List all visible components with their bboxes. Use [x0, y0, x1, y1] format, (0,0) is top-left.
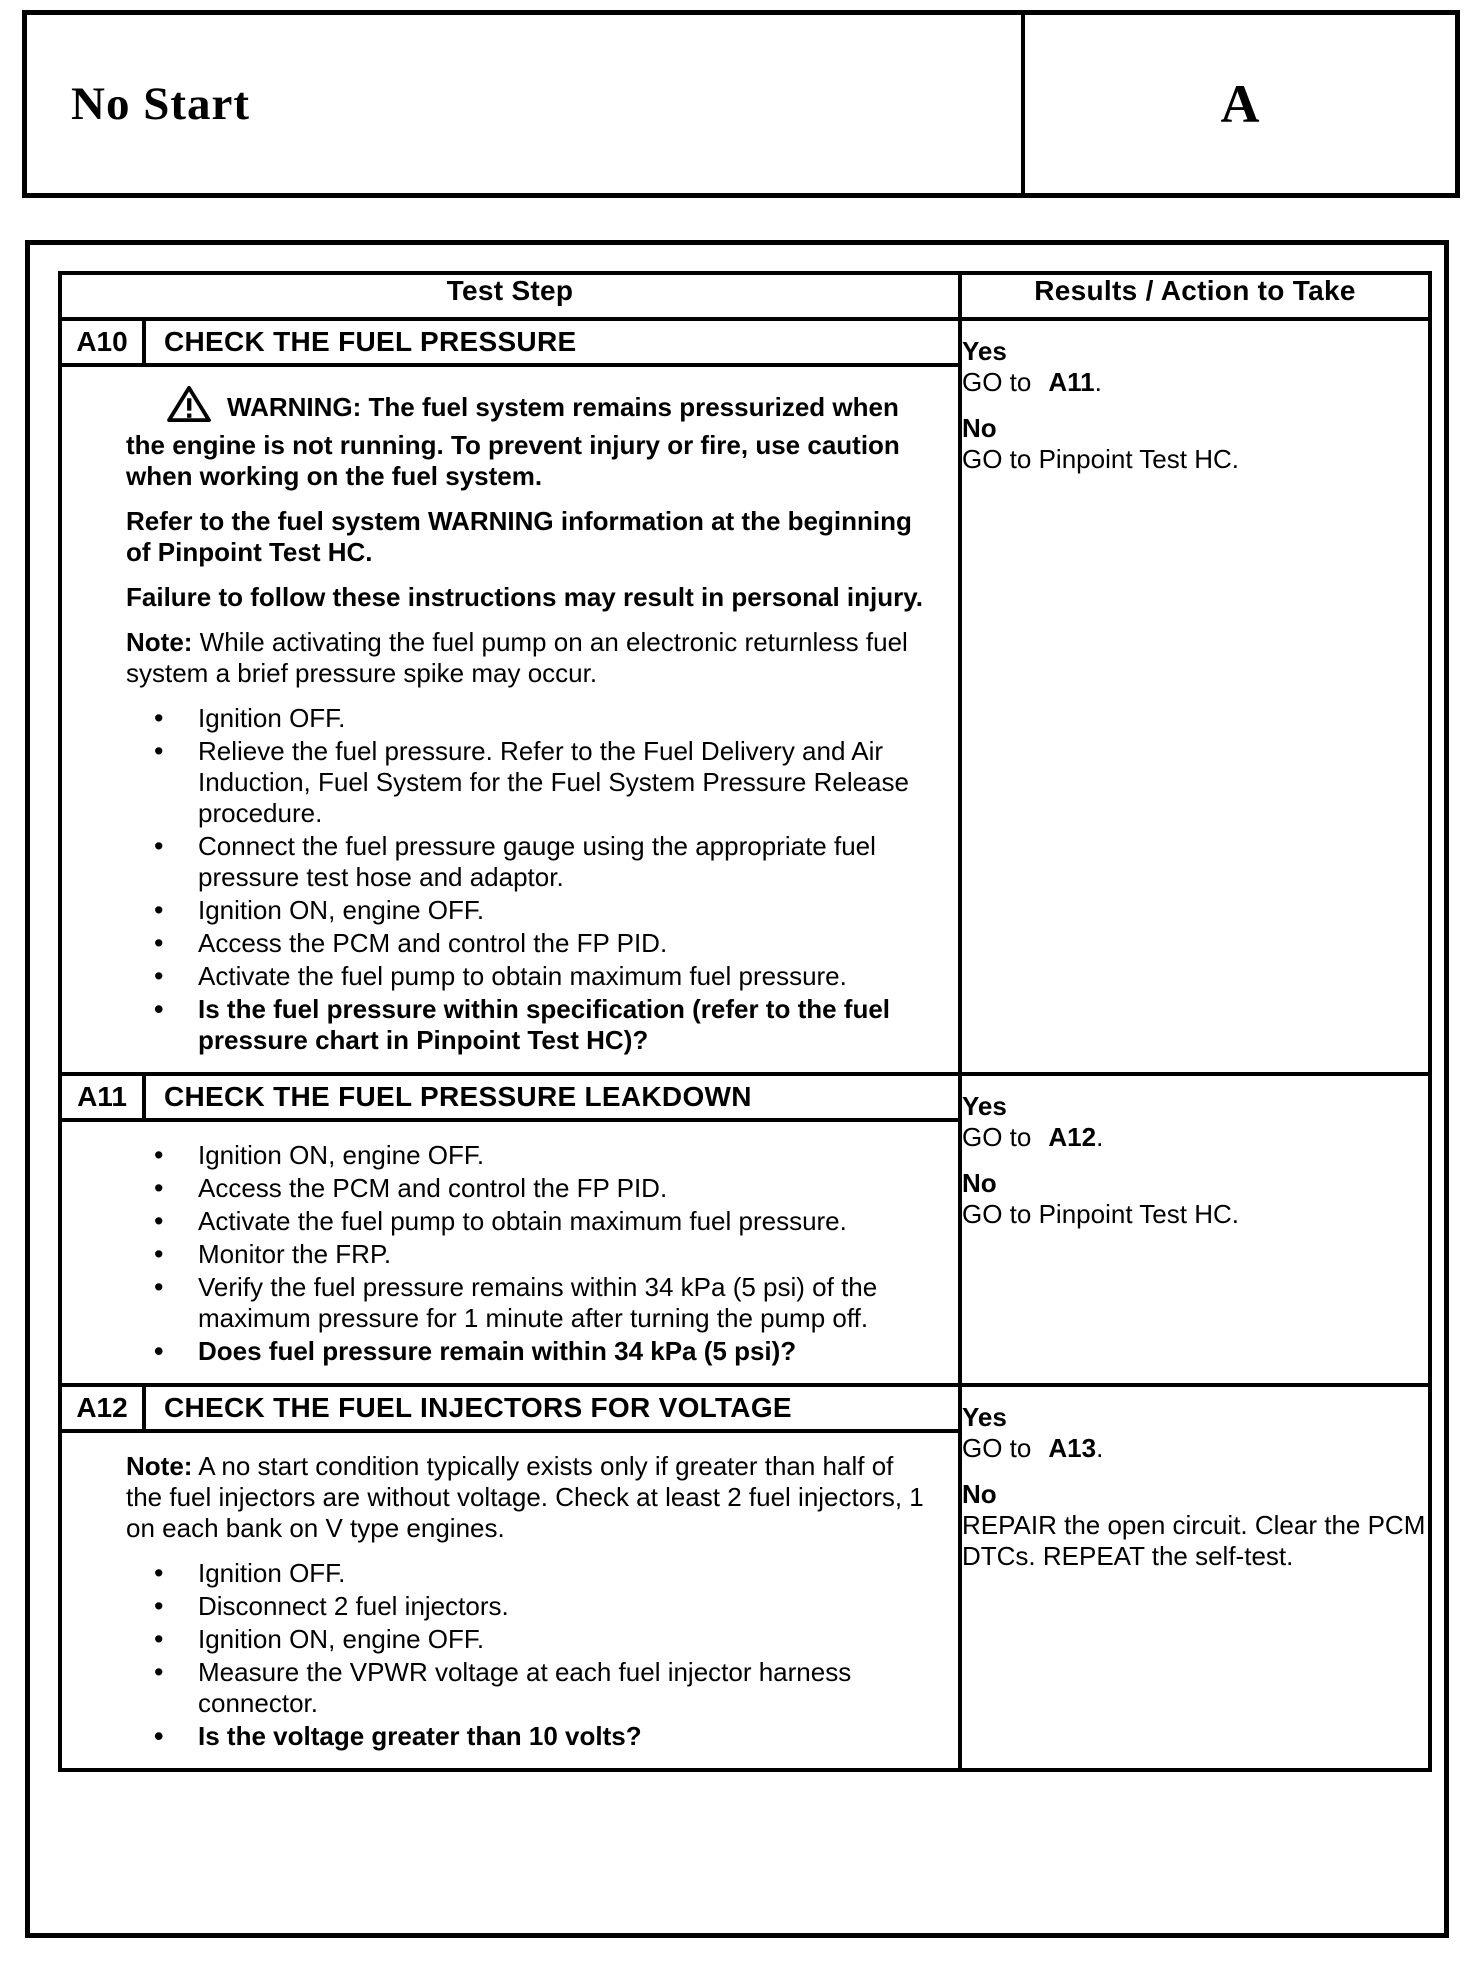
result-action: GO to Pinpoint Test HC.	[962, 1199, 1239, 1229]
procedure-item: • Connect the fuel pressure gauge using the appropriate fuel pressure test hose and adaptor.	[126, 831, 924, 893]
result-action: GO to A11.	[962, 367, 1102, 397]
pinpoint-test-table	[58, 271, 1432, 1772]
instruction-paragraph: Failure to follow these instructions may result in personal injury.	[126, 582, 923, 612]
result-answer: No	[962, 1168, 997, 1198]
goto-step-ref: A12	[1048, 1122, 1097, 1152]
results-cell-a10	[960, 319, 1430, 1074]
step-id-a10: A10	[62, 321, 146, 363]
procedure-item: • Ignition OFF.	[126, 1558, 924, 1589]
results-cell-a11	[960, 1074, 1430, 1385]
test-step-cell-a12	[60, 1385, 960, 1770]
step-titlebar-a10	[62, 321, 958, 367]
procedure-item: • Ignition OFF.	[126, 703, 924, 734]
test-step-row-a12	[60, 1385, 1430, 1770]
question-item: • Is the fuel pressure within specification (refer to the fuel pressure chart in Pinpoint Test HC)?	[126, 994, 924, 1056]
warning-text: WARNING: The fuel system remains pressurized when the engine is not running. To prevent injury or fire, use caution when working on the fuel system.	[126, 392, 900, 491]
result-no	[962, 1168, 1428, 1230]
procedure-list-a10	[126, 703, 924, 1056]
step-titlebar-a11	[62, 1076, 958, 1122]
note-label: Note:	[126, 1451, 193, 1481]
step-titlebar-a12	[62, 1387, 958, 1433]
procedure-item: • Ignition ON, engine OFF.	[126, 1624, 924, 1655]
result-yes	[962, 336, 1428, 398]
procedure-item: • Disconnect 2 fuel injectors.	[126, 1591, 924, 1622]
note-text: While activating the fuel pump on an electronic returnless fuel system a brief pressure spike may occur.	[126, 627, 908, 688]
result-no	[962, 413, 1428, 475]
step-title-a10: CHECK THE FUEL PRESSURE	[164, 326, 577, 357]
result-answer: No	[962, 413, 997, 443]
procedure-item: • Relieve the fuel pressure. Refer to the Fuel Delivery and Air Induction, Fuel System for the Fuel System Pressure Release procedure.	[126, 736, 924, 829]
result-yes	[962, 1091, 1428, 1153]
section-letter: A	[1220, 74, 1260, 134]
procedure-item: • Ignition ON, engine OFF.	[126, 1140, 924, 1171]
goto-step-ref: A11	[1048, 367, 1095, 397]
column-header-results: Results / Action to Take	[960, 273, 1430, 319]
page-title: No Start	[71, 78, 250, 130]
procedure-item: • Ignition ON, engine OFF.	[126, 895, 924, 926]
step-body-a11	[62, 1122, 958, 1383]
procedure-item: • Verify the fuel pressure remains within 34 kPa (5 psi) of the maximum pressure for 1 minute after turning the pump off.	[126, 1272, 924, 1334]
result-action: GO to Pinpoint Test HC.	[962, 444, 1239, 474]
step-id-a12: A12	[62, 1387, 146, 1429]
page-frame	[25, 240, 1449, 1938]
step-body-a10	[62, 367, 958, 1072]
result-no	[962, 1479, 1428, 1572]
result-action: GO to A12.	[962, 1122, 1104, 1152]
result-answer: Yes	[962, 1091, 1007, 1121]
procedure-item: • Activate the fuel pump to obtain maximum fuel pressure.	[126, 1206, 924, 1237]
section-code-cell	[1025, 15, 1455, 193]
question-item: • Does fuel pressure remain within 34 kPa (5 psi)?	[126, 1336, 924, 1367]
procedure-item: • Measure the VPWR voltage at each fuel injector harness connector.	[126, 1657, 924, 1719]
test-step-row-a11	[60, 1074, 1430, 1385]
step-title-a12: CHECK THE FUEL INJECTORS FOR VOLTAGE	[164, 1392, 792, 1423]
test-step-cell-a10	[60, 319, 960, 1074]
procedure-item: • Monitor the FRP.	[126, 1239, 924, 1270]
result-yes	[962, 1402, 1428, 1464]
procedure-list-a11	[126, 1140, 924, 1367]
note-paragraph	[126, 1451, 924, 1544]
warning-paragraph	[126, 385, 924, 492]
warning-triangle-icon	[166, 385, 212, 430]
instruction-paragraph: Refer to the fuel system WARNING information at the beginning of Pinpoint Test HC.	[126, 506, 912, 567]
column-header-test-step: Test Step	[60, 273, 960, 319]
result-answer: No	[962, 1479, 997, 1509]
procedure-item: • Activate the fuel pump to obtain maximum fuel pressure.	[126, 961, 924, 992]
procedure-item: • Access the PCM and control the FP PID.	[126, 1173, 924, 1204]
note-label: Note:	[126, 627, 193, 657]
result-action: GO to A13.	[962, 1433, 1104, 1463]
result-action: REPAIR the open circuit. Clear the PCM DTCs. REPEAT the self-test.	[962, 1510, 1426, 1571]
table-header-row	[60, 273, 1430, 319]
page-title-cell	[27, 15, 1025, 193]
results-cell-a12	[960, 1385, 1430, 1770]
step-body-a12	[62, 1433, 958, 1768]
note-paragraph	[126, 627, 924, 689]
note-text: A no start condition typically exists only if greater than half of the fuel injectors are without voltage. Check at least 2 fuel injectors, 1 on each bank on V type engines.	[126, 1451, 924, 1543]
goto-step-ref: A13	[1048, 1433, 1097, 1463]
question-item: • Is the voltage greater than 10 volts?	[126, 1721, 924, 1752]
step-title-a11: CHECK THE FUEL PRESSURE LEAKDOWN	[164, 1081, 752, 1112]
result-answer: Yes	[962, 1402, 1007, 1432]
procedure-item: • Access the PCM and control the FP PID.	[126, 928, 924, 959]
procedure-list-a12	[126, 1558, 924, 1752]
result-answer: Yes	[962, 336, 1007, 366]
test-step-cell-a11	[60, 1074, 960, 1385]
test-step-row-a10	[60, 319, 1430, 1074]
step-id-a11: A11	[62, 1076, 146, 1118]
page-header-banner	[22, 10, 1460, 198]
